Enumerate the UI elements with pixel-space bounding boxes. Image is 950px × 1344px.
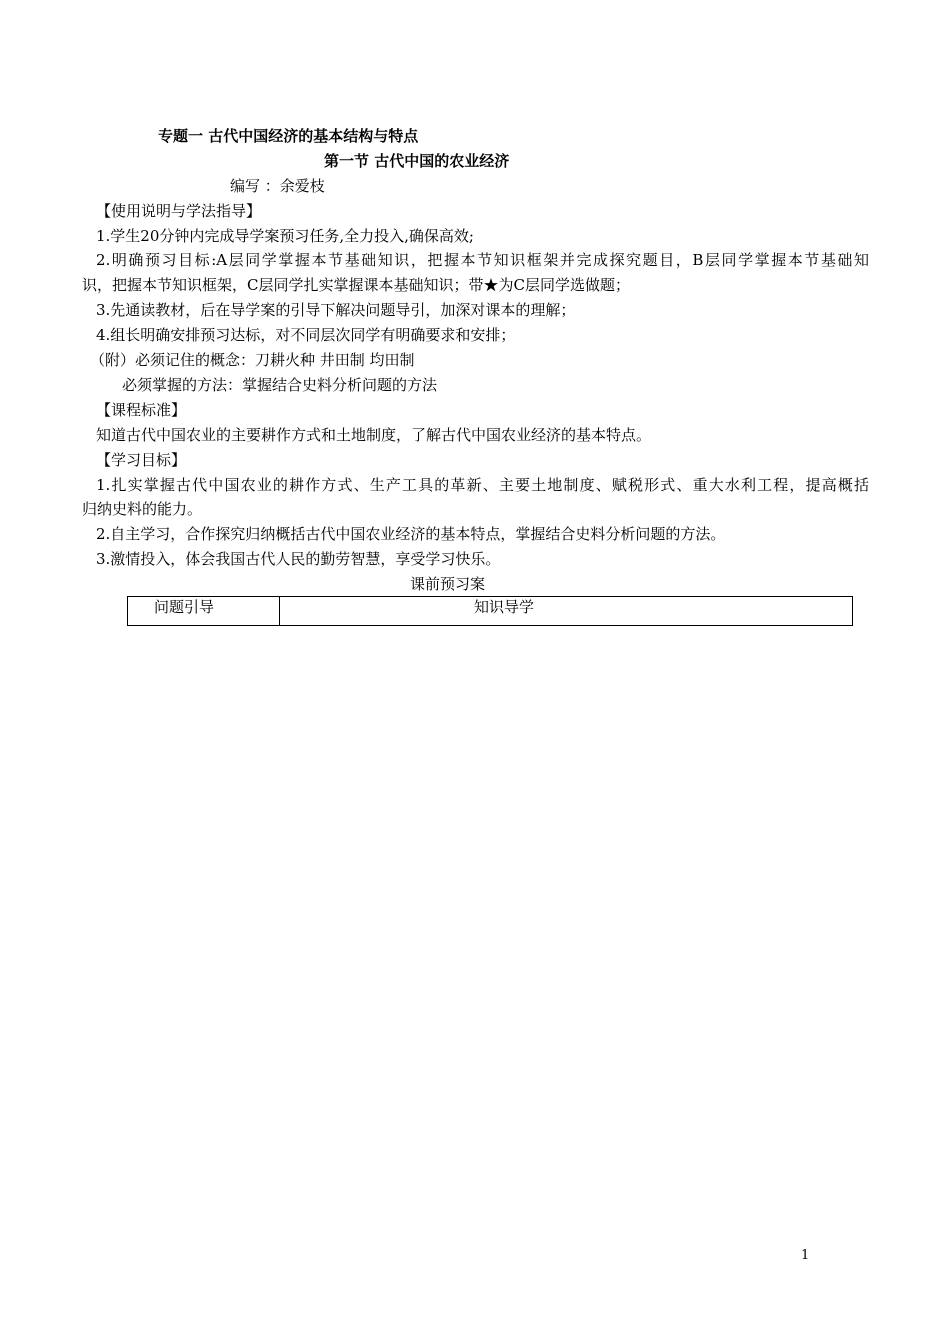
goals-item-2: 2.自主学习，合作探究归纳概括古代中国农业经济的基本特点，掌握结合史料分析问题的方法。 (96, 525, 726, 543)
usage-item-3: 3.先通读教材，后在导学案的引导下解决问题导引，加深对课本的理解； (96, 301, 576, 319)
section-title: 第一节 古代中国的农业经济 (324, 152, 510, 170)
usage-item-4: 4.组长明确安排预习达标，对不同层次同学有明确要求和安排； (96, 326, 516, 344)
preview-title: 课前预习案 (410, 575, 486, 593)
goals-item-3: 3.激情投入，体会我国古代人民的勤劳智慧，享受学习快乐。 (96, 550, 501, 568)
appendix-concepts: （附）必须记住的概念：刀耕火种 井田制 均田制 (90, 351, 415, 369)
table-header-knowledge-guide: 知识导学 (474, 598, 535, 616)
topic-title: 专题一 古代中国经济的基本结构与特点 (158, 127, 419, 145)
usage-item-1: 1.学生20分钟内完成导学案预习任务,全力投入,确保高效; (96, 227, 474, 245)
table-header-question-guide: 问题引导 (128, 597, 280, 625)
usage-item-2-line-1: 2.明确预习目标:A层同学掌握本节基础知识，把握本节知识框架并完成探究题目，B层同学掌握本节基础知 (96, 251, 869, 269)
goals-heading: 【学习目标】 (96, 451, 187, 469)
page-number: 1 (801, 1248, 810, 1263)
author-line: 编写 ：余爱枝 (230, 177, 325, 195)
appendix-methods: 必须掌握的方法：掌握结合史料分析问题的方法 (122, 376, 438, 394)
usage-heading: 【使用说明与学法指导】 (96, 202, 262, 220)
standard-heading: 【课程标准】 (96, 401, 187, 419)
goals-item-1-line-1: 1.扎实掌握古代中国农业的耕作方式、生产工具的革新、主要土地制度、赋税形式、重大水利工程，提高概括 (96, 476, 869, 494)
standard-text: 知道古代中国农业的主要耕作方式和土地制度，了解古代中国农业经济的基本特点。 (96, 426, 652, 444)
usage-item-2-line-2: 识，把握本节知识框架，C层同学扎实掌握课本基础知识；带★为C层同学选做题； (82, 276, 630, 294)
preview-table (127, 596, 853, 626)
goals-item-1-line-2: 归纳史料的能力。 (82, 500, 203, 518)
